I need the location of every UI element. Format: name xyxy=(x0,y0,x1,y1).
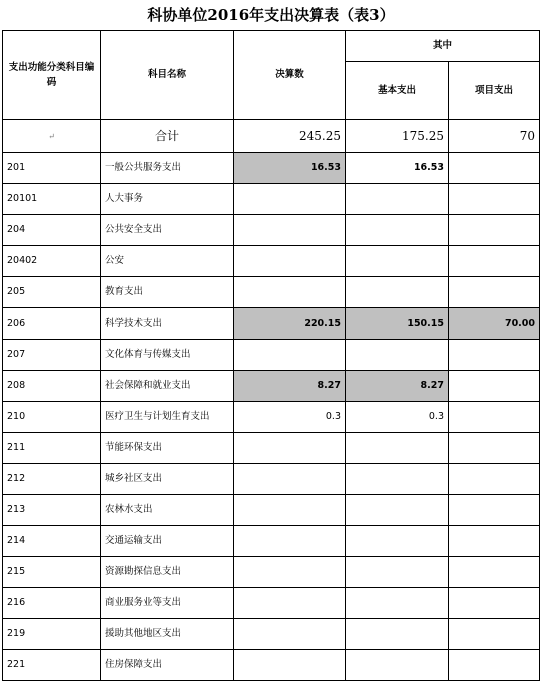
row-code: 211 xyxy=(3,433,101,464)
row-name: 城乡社区支出 xyxy=(101,464,234,495)
row-name: 社会保障和就业支出 xyxy=(101,371,234,402)
table-row xyxy=(3,619,540,650)
row-code: 214 xyxy=(3,526,101,557)
expenditure-table xyxy=(2,30,540,681)
header-basic: 基本支出 xyxy=(346,62,449,120)
table-row xyxy=(3,246,540,277)
table-row xyxy=(3,433,540,464)
row-project xyxy=(449,277,540,308)
row-total xyxy=(234,588,346,619)
row-code: 207 xyxy=(3,340,101,371)
row-project xyxy=(449,215,540,246)
header-group: 其中 xyxy=(346,31,540,62)
row-code: 20402 xyxy=(3,246,101,277)
table-row xyxy=(3,215,540,246)
row-name: 农林水支出 xyxy=(101,495,234,526)
row-name: 节能环保支出 xyxy=(101,433,234,464)
header-code: 支出功能分类科目编码 xyxy=(3,31,101,120)
row-total xyxy=(234,277,346,308)
row-basic xyxy=(346,557,449,588)
table-row xyxy=(3,650,540,681)
row-code: 206 xyxy=(3,308,101,340)
row-project xyxy=(449,495,540,526)
table-row xyxy=(3,526,540,557)
row-total: 16.53 xyxy=(234,153,346,184)
row-project xyxy=(449,402,540,433)
row-total xyxy=(234,650,346,681)
row-basic xyxy=(346,246,449,277)
table-row xyxy=(3,153,540,184)
row-basic xyxy=(346,277,449,308)
table-row xyxy=(3,340,540,371)
row-name: 一般公共服务支出 xyxy=(101,153,234,184)
header-name: 科目名称 xyxy=(101,31,234,120)
row-project xyxy=(449,371,540,402)
row-total xyxy=(234,215,346,246)
row-code: 208 xyxy=(3,371,101,402)
row-code: 210 xyxy=(3,402,101,433)
row-total: 220.15 xyxy=(234,308,346,340)
row-project xyxy=(449,557,540,588)
row-project xyxy=(449,153,540,184)
total-total: 245.25 xyxy=(234,120,346,153)
row-name: 教育支出 xyxy=(101,277,234,308)
table-row xyxy=(3,588,540,619)
row-basic: 16.53 xyxy=(346,153,449,184)
total-basic: 175.25 xyxy=(346,120,449,153)
row-basic: 150.15 xyxy=(346,308,449,340)
row-total xyxy=(234,184,346,215)
header-project: 项目支出 xyxy=(449,62,540,120)
total-project: 70 xyxy=(449,120,540,153)
total-label: 合计 xyxy=(101,120,234,153)
row-name: 医疗卫生与计划生育支出 xyxy=(101,402,234,433)
row-name: 人大事务 xyxy=(101,184,234,215)
row-basic xyxy=(346,495,449,526)
row-project xyxy=(449,433,540,464)
row-code: 20101 xyxy=(3,184,101,215)
row-basic xyxy=(346,340,449,371)
row-project xyxy=(449,464,540,495)
row-name: 科学技术支出 xyxy=(101,308,234,340)
row-project xyxy=(449,340,540,371)
row-project: 70.00 xyxy=(449,308,540,340)
row-basic xyxy=(346,619,449,650)
table-row xyxy=(3,277,540,308)
cell-marker-icon: ↵ xyxy=(48,132,55,141)
header-total: 决算数 xyxy=(234,31,346,120)
row-name: 资源勘探信息支出 xyxy=(101,557,234,588)
row-code: 216 xyxy=(3,588,101,619)
table-row xyxy=(3,184,540,215)
row-basic: 8.27 xyxy=(346,371,449,402)
row-name: 商业服务业等支出 xyxy=(101,588,234,619)
row-basic xyxy=(346,464,449,495)
page-title: 科协单位2016年支出决算表（表3） xyxy=(147,6,395,24)
row-basic xyxy=(346,650,449,681)
row-total xyxy=(234,557,346,588)
row-code: 213 xyxy=(3,495,101,526)
table-row xyxy=(3,464,540,495)
row-basic xyxy=(346,184,449,215)
row-project xyxy=(449,184,540,215)
row-total: 8.27 xyxy=(234,371,346,402)
row-basic xyxy=(346,215,449,246)
row-name: 公共安全支出 xyxy=(101,215,234,246)
row-total xyxy=(234,340,346,371)
table-row xyxy=(3,557,540,588)
row-project xyxy=(449,588,540,619)
row-name: 文化体育与传媒支出 xyxy=(101,340,234,371)
row-code: 219 xyxy=(3,619,101,650)
row-project xyxy=(449,650,540,681)
row-code: 212 xyxy=(3,464,101,495)
row-project xyxy=(449,246,540,277)
row-code: 205 xyxy=(3,277,101,308)
row-project xyxy=(449,526,540,557)
row-name: 交通运输支出 xyxy=(101,526,234,557)
row-name: 援助其他地区支出 xyxy=(101,619,234,650)
row-name: 住房保障支出 xyxy=(101,650,234,681)
row-basic xyxy=(346,526,449,557)
row-total xyxy=(234,246,346,277)
row-total xyxy=(234,619,346,650)
row-total xyxy=(234,464,346,495)
row-basic xyxy=(346,433,449,464)
row-code: 221 xyxy=(3,650,101,681)
table-row xyxy=(3,308,540,340)
row-code: 204 xyxy=(3,215,101,246)
row-code: 201 xyxy=(3,153,101,184)
row-name: 公安 xyxy=(101,246,234,277)
table-row xyxy=(3,495,540,526)
row-code: 215 xyxy=(3,557,101,588)
row-total xyxy=(234,495,346,526)
row-basic xyxy=(346,588,449,619)
row-total xyxy=(234,526,346,557)
table-row xyxy=(3,371,540,402)
row-total xyxy=(234,433,346,464)
total-row xyxy=(3,120,540,153)
row-basic: 0.3 xyxy=(346,402,449,433)
row-project xyxy=(449,619,540,650)
table-row xyxy=(3,402,540,433)
row-total: 0.3 xyxy=(234,402,346,433)
